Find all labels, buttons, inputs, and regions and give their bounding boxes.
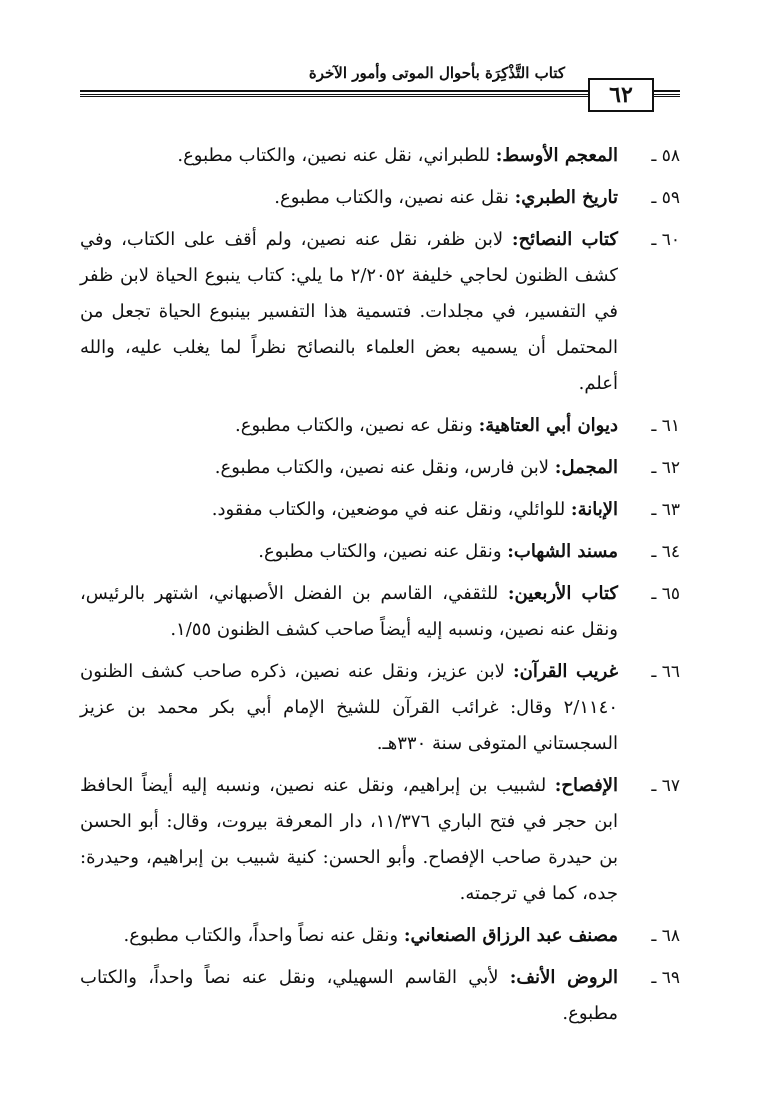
entry-number: ٦٥ ـ	[651, 584, 680, 604]
page-number: ٦٢	[588, 78, 654, 112]
page-header	[80, 64, 680, 114]
entry-text: لأبي القاسم السهيلي، ونقل عنه نصاً واحداً، والكتاب مطبوع.	[80, 967, 618, 1024]
entry-title: مصنف عبد الرزاق الصنعاني:	[403, 925, 618, 946]
entry-number: ٦٨ ـ	[651, 926, 680, 946]
entry-body	[80, 960, 618, 1032]
entry-number: ٦٧ ـ	[651, 776, 680, 796]
entry-number: ٦٠ ـ	[651, 230, 680, 250]
entry-text: ونقل عنه نصين، والكتاب مطبوع.	[258, 541, 508, 562]
entry-title: الروض الأنف:	[509, 967, 618, 988]
entry-title: تاريخ الطبري:	[514, 187, 618, 208]
entry-number: ٦٦ ـ	[651, 662, 680, 682]
entry-title: المعجم الأوسط:	[495, 145, 618, 166]
running-title: كتاب التَّذْكِرَة بأحوال الموتى وأمور الآخرة	[308, 64, 565, 82]
entry-number: ٦٤ ـ	[651, 542, 680, 562]
entry-text: لابن ظفر، نقل عنه نصين، ولم أقف على الكتاب، وفي كشف الظنون لحاجي خليفة ٢/٢٠٥٢ ما يلي: كتاب ينبوع الحياة لابن ظفر في التفسير، في مجلدات. فتسمية هذا التفسير بينبوع الحياة تجعل من المحتمل أن يسميه بعض العلماء بالنصائح نظراً لما يغلب عليه، والله أعلم.	[80, 229, 618, 394]
entry-text: ونقل عه نصين، والكتاب مطبوع.	[235, 415, 479, 436]
entry-number: ٦٣ ـ	[651, 500, 680, 520]
entry-number: ٥٩ ـ	[651, 188, 680, 208]
list-item	[80, 960, 680, 1032]
entry-text: لشبيب بن إبراهيم، ونقل عنه نصين، ونسبه إليه أيضاً الحافظ ابن حجر في فتح الباري ١١/٣٧٦، دار المعرفة بيروت، وقال: أبو الحسن بن حيدرة صاحب الإفصاح. وأبو الحسن: كنية شبيب بن إبراهيم، وحيدرة: جده، كما في ترجمته.	[80, 775, 618, 904]
list-item	[80, 534, 680, 570]
entry-body	[80, 138, 618, 174]
entry-body	[80, 534, 618, 570]
entry-body	[80, 492, 618, 528]
entry-number: ٦٢ ـ	[651, 458, 680, 478]
entry-text: للطبراني، نقل عنه نصين، والكتاب مطبوع.	[177, 145, 496, 166]
entry-body	[80, 768, 618, 912]
entry-body	[80, 180, 618, 216]
entry-title: كتاب الأربعين:	[507, 583, 618, 604]
list-item	[80, 918, 680, 954]
entry-body	[80, 576, 618, 648]
entry-number: ٥٨ ـ	[651, 146, 680, 166]
list-item	[80, 180, 680, 216]
entry-number: ٦١ ـ	[651, 416, 680, 436]
entry-text: للوائلي، ونقل عنه في موضعين، والكتاب مفقود.	[211, 499, 571, 520]
entry-text: ونقل عنه نصاً واحداً، والكتاب مطبوع.	[123, 925, 404, 946]
entry-body	[80, 918, 618, 954]
list-item	[80, 222, 680, 402]
entry-text: للثقفي، القاسم بن الفضل الأصبهاني، اشتهر بالرئيس، ونقل عنه نصين، ونسبه إليه أيضاً صاحب كشف الظنون ١/٥٥.	[80, 583, 618, 640]
entry-text: لابن عزيز، ونقل عنه نصين، ذكره صاحب كشف الظنون ٢/١١٤٠ وقال: غرائب القرآن للشيخ الإمام أبي بكر محمد بن عزيز السجستاني المتوفى سنة ٣٣٠هـ.	[80, 661, 618, 754]
entry-number: ٦٩ ـ	[651, 968, 680, 988]
entry-title: مسند الشهاب:	[507, 541, 618, 562]
entry-title: المجمل:	[554, 457, 618, 478]
list-item	[80, 450, 680, 486]
list-item	[80, 654, 680, 762]
list-item	[80, 492, 680, 528]
entry-body	[80, 408, 618, 444]
entry-list	[80, 138, 680, 1038]
entry-text: لابن فارس، ونقل عنه نصين، والكتاب مطبوع.	[214, 457, 555, 478]
entry-body	[80, 222, 618, 402]
list-item	[80, 576, 680, 648]
list-item	[80, 138, 680, 174]
entry-title: الإفصاح:	[554, 775, 618, 796]
entry-title: ديوان أبي العتاهية:	[478, 415, 618, 436]
entry-title: الإبانة:	[570, 499, 618, 520]
entry-text: نقل عنه نصين، والكتاب مطبوع.	[274, 187, 515, 208]
entry-title: كتاب النصائح:	[511, 229, 618, 250]
list-item	[80, 768, 680, 912]
entry-title: غريب القرآن:	[512, 661, 618, 682]
entry-body	[80, 450, 618, 486]
list-item	[80, 408, 680, 444]
entry-body	[80, 654, 618, 762]
